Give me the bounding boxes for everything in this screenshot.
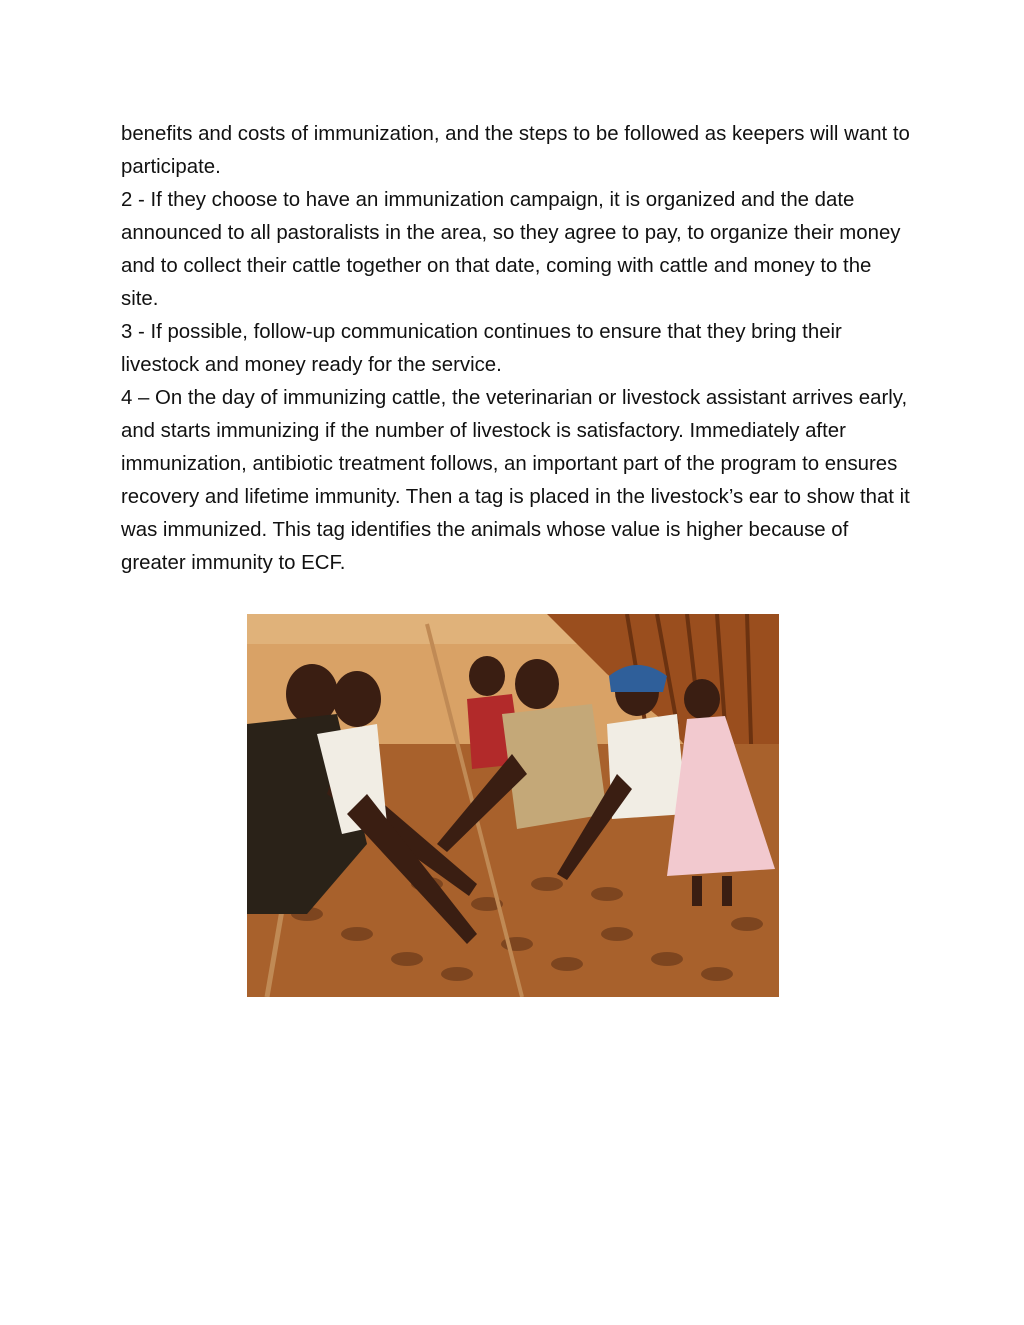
paragraph-continuation: benefits and costs of immunization, and the steps to be followed as keepers will want to participate. — [121, 123, 910, 178]
paragraph-step-2: 2 - If they choose to have an immunization campaign, it is organized and the date announced to all pastoralists in the area, so they agree to pay, to organize their money and to collect their cattle together on that date, coming with cattle and money to the site. — [121, 189, 901, 310]
photo-people-planting-seedlings — [247, 614, 779, 997]
document-body — [121, 118, 911, 580]
paragraph-step-3: 3 - If possible, follow-up communication continues to ensure that they bring their livestock and money ready for the service. — [121, 321, 842, 376]
photo-illustration — [247, 614, 779, 997]
paragraph-step-4: 4 – On the day of immunizing cattle, the veterinarian or livestock assistant arrives early, and starts immunizing if the number of livestock is satisfactory. Immediately after immunization, antibiotic treatment follows, an important part of the program to ensures recovery and lifetime immunity. Then a tag is placed in the livestock’s ear to show that it was immunized. This tag identifies the animals whose value is higher because of greater immunity to ECF. — [121, 387, 910, 574]
